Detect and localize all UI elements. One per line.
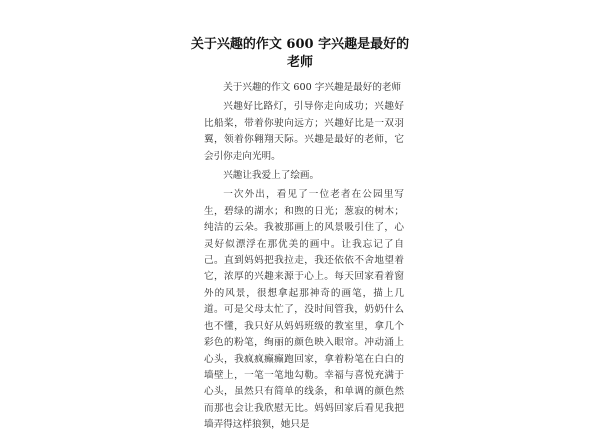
- document-title-line-1: 关于兴趣的作文 600 字兴趣是最好的: [190, 37, 410, 52]
- paragraph-intro: 兴趣好比路灯，引导你走向成功；兴趣好比船桨，带着你驶向远方；兴趣好比是一双羽翼，领着你翱翔天际。兴趣是最好的老师，它会引你走向光明。: [204, 101, 404, 162]
- paragraph-story: 一次外出，看见了一位老者在公园里写生，碧绿的湖水；和煦的日光；葱寂的树木；纯洁的云朵。我被那画上的风景吸引住了，心灵好似漂浮在那优美的画中。让我忘记了自己。直到妈妈把我拉走，我还依依不舍地望着它，浓厚的兴趣来源于心上。每天回家看着窗外的风景，很想拿起那神奇的画笔，描上几道。可是父母太忙了，没时间管我，奶奶什么也不懂，我只好从妈妈班级的教室里，拿几个彩色的粉笔，绚丽的颜色映入眼帘。冲动涌上心头，我疯疯癫癫跑回家，拿着粉笔在白白的墙壁上，一笔一笔地勾勒。幸福与喜悦充满于心头，虽然只有简单的线条，和单调的颜色然而那也会让我欣慰无比。妈妈回家后看见我把墙弄得这样狼狈，她只是: [204, 189, 404, 431]
- document-body: [204, 80, 404, 434]
- paragraph-subtitle: 关于兴趣的作文 600 字兴趣是最好的老师: [223, 82, 402, 93]
- paragraph-topic: 兴趣让我爱上了绘画。: [223, 170, 320, 182]
- document-title: [190, 36, 410, 72]
- document-title-line-2: 老师: [286, 55, 313, 70]
